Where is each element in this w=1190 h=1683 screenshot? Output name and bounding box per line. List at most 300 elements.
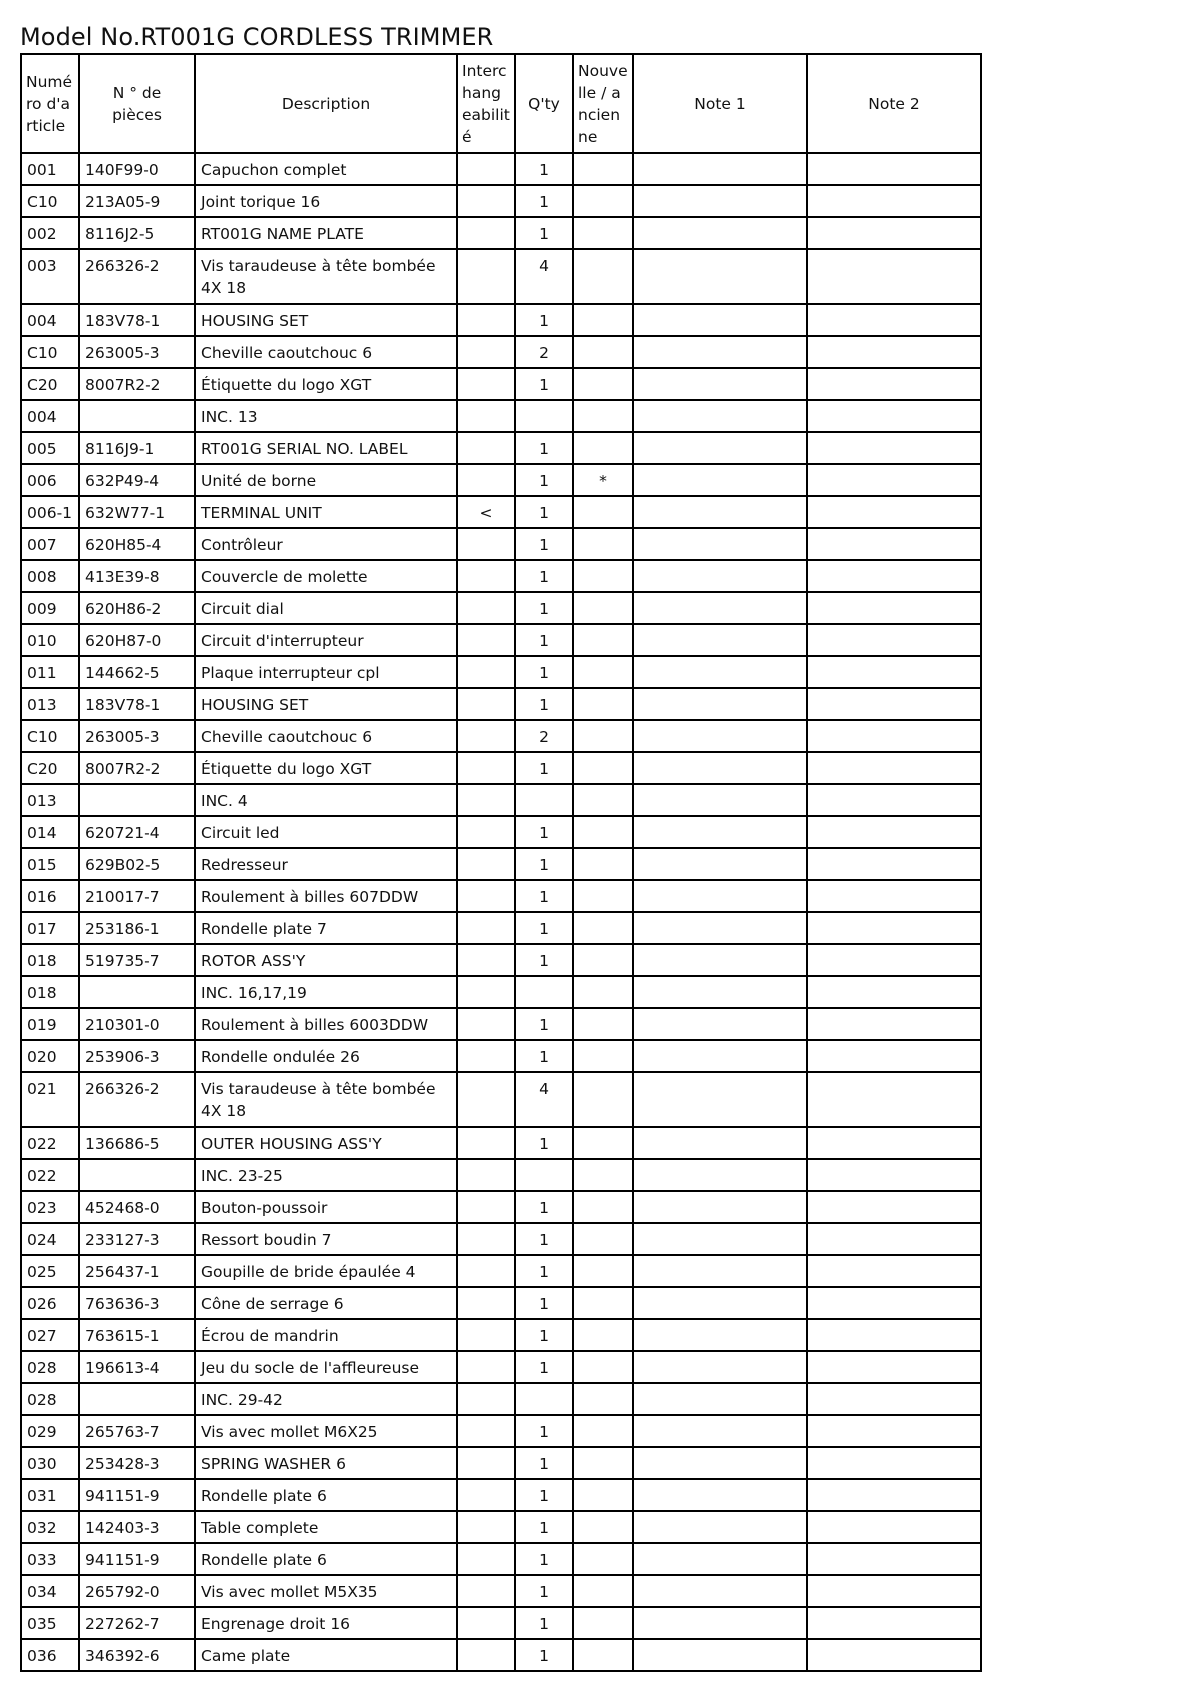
item-number-cell: 022 bbox=[21, 1159, 79, 1191]
note-1-cell bbox=[633, 976, 807, 1008]
description-cell: RT001G SERIAL NO. LABEL bbox=[195, 432, 457, 464]
new-old-cell bbox=[573, 1008, 633, 1040]
note-1-cell bbox=[633, 688, 807, 720]
table-row bbox=[21, 784, 981, 816]
note-1-cell bbox=[633, 217, 807, 249]
note-1-cell bbox=[633, 1127, 807, 1159]
part-number-cell bbox=[79, 784, 195, 816]
part-number-cell: 213A05-9 bbox=[79, 185, 195, 217]
new-old-cell bbox=[573, 368, 633, 400]
item-number-cell: 020 bbox=[21, 1040, 79, 1072]
note-1-cell bbox=[633, 1040, 807, 1072]
description-cell: Cheville caoutchouc 6 bbox=[195, 336, 457, 368]
interchangeability-cell bbox=[457, 688, 515, 720]
interchangeability-cell bbox=[457, 400, 515, 432]
item-number-cell: 035 bbox=[21, 1607, 79, 1639]
column-header-note-1: Note 1 bbox=[633, 54, 807, 153]
note-1-cell bbox=[633, 1415, 807, 1447]
new-old-cell bbox=[573, 848, 633, 880]
note-1-cell bbox=[633, 656, 807, 688]
new-old-cell bbox=[573, 624, 633, 656]
part-number-cell: 632W77-1 bbox=[79, 496, 195, 528]
note-2-cell bbox=[807, 496, 981, 528]
quantity-cell: 1 bbox=[515, 656, 573, 688]
note-2-cell bbox=[807, 528, 981, 560]
description-cell: Plaque interrupteur cpl bbox=[195, 656, 457, 688]
note-1-cell bbox=[633, 368, 807, 400]
interchangeability-cell bbox=[457, 185, 515, 217]
note-2-cell bbox=[807, 1255, 981, 1287]
part-number-cell: 620H85-4 bbox=[79, 528, 195, 560]
note-1-cell bbox=[633, 880, 807, 912]
quantity-cell: 1 bbox=[515, 1040, 573, 1072]
description-cell: Rondelle plate 7 bbox=[195, 912, 457, 944]
interchangeability-cell bbox=[457, 1351, 515, 1383]
table-row bbox=[21, 1511, 981, 1543]
description-cell: Bouton-poussoir bbox=[195, 1191, 457, 1223]
quantity-cell: 1 bbox=[515, 688, 573, 720]
description-cell: Rondelle plate 6 bbox=[195, 1543, 457, 1575]
description-cell: Goupille de bride épaulée 4 bbox=[195, 1255, 457, 1287]
note-1-cell bbox=[633, 1255, 807, 1287]
note-1-cell bbox=[633, 1159, 807, 1191]
item-number-cell: 030 bbox=[21, 1447, 79, 1479]
description-cell: RT001G NAME PLATE bbox=[195, 217, 457, 249]
description-cell: HOUSING SET bbox=[195, 304, 457, 336]
quantity-cell: 1 bbox=[515, 848, 573, 880]
new-old-cell bbox=[573, 432, 633, 464]
table-row bbox=[21, 1127, 981, 1159]
item-number-cell: 028 bbox=[21, 1383, 79, 1415]
part-number-cell: 265763-7 bbox=[79, 1415, 195, 1447]
new-old-cell bbox=[573, 592, 633, 624]
interchangeability-cell bbox=[457, 784, 515, 816]
note-1-cell bbox=[633, 153, 807, 185]
new-old-cell bbox=[573, 880, 633, 912]
table-row bbox=[21, 1543, 981, 1575]
new-old-cell bbox=[573, 153, 633, 185]
note-1-cell bbox=[633, 752, 807, 784]
interchangeability-cell bbox=[457, 1479, 515, 1511]
part-number-cell: 941151-9 bbox=[79, 1543, 195, 1575]
interchangeability-cell bbox=[457, 304, 515, 336]
note-2-cell bbox=[807, 880, 981, 912]
interchangeability-cell bbox=[457, 528, 515, 560]
column-header-item-no: Numéro d'article bbox=[21, 54, 79, 153]
quantity-cell: 4 bbox=[515, 1072, 573, 1127]
note-1-cell bbox=[633, 1479, 807, 1511]
quantity-cell bbox=[515, 1159, 573, 1191]
note-2-cell bbox=[807, 1447, 981, 1479]
note-1-cell bbox=[633, 336, 807, 368]
note-1-cell bbox=[633, 560, 807, 592]
note-1-cell bbox=[633, 1287, 807, 1319]
part-number-cell: 519735-7 bbox=[79, 944, 195, 976]
part-number-cell: 142403-3 bbox=[79, 1511, 195, 1543]
description-cell: Came plate bbox=[195, 1639, 457, 1671]
note-2-cell bbox=[807, 1415, 981, 1447]
item-number-cell: 017 bbox=[21, 912, 79, 944]
quantity-cell: 1 bbox=[515, 1607, 573, 1639]
note-2-cell bbox=[807, 185, 981, 217]
description-cell: HOUSING SET bbox=[195, 688, 457, 720]
table-row bbox=[21, 720, 981, 752]
description-cell: Vis taraudeuse à tête bombée 4X 18 bbox=[195, 249, 457, 304]
table-row bbox=[21, 464, 981, 496]
item-number-cell: 027 bbox=[21, 1319, 79, 1351]
item-number-cell: 009 bbox=[21, 592, 79, 624]
quantity-cell: 4 bbox=[515, 249, 573, 304]
item-number-cell: 013 bbox=[21, 784, 79, 816]
new-old-cell bbox=[573, 185, 633, 217]
part-number-cell: 233127-3 bbox=[79, 1223, 195, 1255]
part-number-cell: 266326-2 bbox=[79, 249, 195, 304]
quantity-cell: 1 bbox=[515, 880, 573, 912]
note-1-cell bbox=[633, 1008, 807, 1040]
part-number-cell: 263005-3 bbox=[79, 720, 195, 752]
table-row bbox=[21, 1072, 981, 1127]
note-1-cell bbox=[633, 720, 807, 752]
table-row bbox=[21, 336, 981, 368]
interchangeability-cell bbox=[457, 336, 515, 368]
new-old-cell bbox=[573, 976, 633, 1008]
quantity-cell: 2 bbox=[515, 720, 573, 752]
part-number-cell: 452468-0 bbox=[79, 1191, 195, 1223]
part-number-cell: 620721-4 bbox=[79, 816, 195, 848]
new-old-cell bbox=[573, 1447, 633, 1479]
quantity-cell: 1 bbox=[515, 1008, 573, 1040]
part-number-cell bbox=[79, 1159, 195, 1191]
interchangeability-cell bbox=[457, 1159, 515, 1191]
quantity-cell: 1 bbox=[515, 1511, 573, 1543]
quantity-cell: 1 bbox=[515, 153, 573, 185]
note-2-cell bbox=[807, 1607, 981, 1639]
description-cell: INC. 13 bbox=[195, 400, 457, 432]
item-number-cell: 033 bbox=[21, 1543, 79, 1575]
quantity-cell: 1 bbox=[515, 816, 573, 848]
description-cell: Écrou de mandrin bbox=[195, 1319, 457, 1351]
note-1-cell bbox=[633, 1543, 807, 1575]
part-number-cell: 620H87-0 bbox=[79, 624, 195, 656]
note-2-cell bbox=[807, 1159, 981, 1191]
quantity-cell: 1 bbox=[515, 432, 573, 464]
item-number-cell: 004 bbox=[21, 400, 79, 432]
table-row bbox=[21, 185, 981, 217]
description-cell: SPRING WASHER 6 bbox=[195, 1447, 457, 1479]
note-2-cell bbox=[807, 1223, 981, 1255]
item-number-cell: C10 bbox=[21, 185, 79, 217]
quantity-cell: 1 bbox=[515, 944, 573, 976]
interchangeability-cell: < bbox=[457, 496, 515, 528]
interchangeability-cell bbox=[457, 560, 515, 592]
note-2-cell bbox=[807, 688, 981, 720]
item-number-cell: 028 bbox=[21, 1351, 79, 1383]
table-row bbox=[21, 1447, 981, 1479]
table-row bbox=[21, 1479, 981, 1511]
table-row bbox=[21, 249, 981, 304]
interchangeability-cell bbox=[457, 1127, 515, 1159]
note-1-cell bbox=[633, 496, 807, 528]
new-old-cell bbox=[573, 1415, 633, 1447]
note-1-cell bbox=[633, 1223, 807, 1255]
new-old-cell bbox=[573, 944, 633, 976]
new-old-cell bbox=[573, 1319, 633, 1351]
note-1-cell bbox=[633, 592, 807, 624]
column-header-qty: Q'ty bbox=[515, 54, 573, 153]
table-row bbox=[21, 624, 981, 656]
note-1-cell bbox=[633, 1575, 807, 1607]
note-1-cell bbox=[633, 944, 807, 976]
new-old-cell bbox=[573, 816, 633, 848]
description-cell: Circuit dial bbox=[195, 592, 457, 624]
item-number-cell: 016 bbox=[21, 880, 79, 912]
description-cell: INC. 16,17,19 bbox=[195, 976, 457, 1008]
item-number-cell: 010 bbox=[21, 624, 79, 656]
new-old-cell bbox=[573, 1479, 633, 1511]
part-number-cell bbox=[79, 400, 195, 432]
part-number-cell: 144662-5 bbox=[79, 656, 195, 688]
item-number-cell: 018 bbox=[21, 976, 79, 1008]
quantity-cell: 1 bbox=[515, 496, 573, 528]
part-number-cell: 263005-3 bbox=[79, 336, 195, 368]
part-number-cell: 941151-9 bbox=[79, 1479, 195, 1511]
note-2-cell bbox=[807, 784, 981, 816]
column-header-part-no: N ° de pièces bbox=[79, 54, 195, 153]
part-number-cell: 196613-4 bbox=[79, 1351, 195, 1383]
column-header-new-old: Nouvelle / ancienne bbox=[573, 54, 633, 153]
quantity-cell: 1 bbox=[515, 528, 573, 560]
table-row bbox=[21, 752, 981, 784]
note-1-cell bbox=[633, 816, 807, 848]
note-2-cell bbox=[807, 1287, 981, 1319]
table-row bbox=[21, 496, 981, 528]
part-number-cell: 629B02-5 bbox=[79, 848, 195, 880]
note-2-cell bbox=[807, 976, 981, 1008]
quantity-cell: 1 bbox=[515, 1479, 573, 1511]
item-number-cell: 024 bbox=[21, 1223, 79, 1255]
quantity-cell: 1 bbox=[515, 560, 573, 592]
description-cell: Étiquette du logo XGT bbox=[195, 752, 457, 784]
interchangeability-cell bbox=[457, 217, 515, 249]
table-row bbox=[21, 1040, 981, 1072]
note-1-cell bbox=[633, 1607, 807, 1639]
quantity-cell bbox=[515, 784, 573, 816]
item-number-cell: 007 bbox=[21, 528, 79, 560]
note-2-cell bbox=[807, 368, 981, 400]
page-title: Model No.RT001G CORDLESS TRIMMER bbox=[20, 23, 494, 51]
table-row bbox=[21, 976, 981, 1008]
note-2-cell bbox=[807, 1040, 981, 1072]
item-number-cell: 015 bbox=[21, 848, 79, 880]
interchangeability-cell bbox=[457, 1447, 515, 1479]
interchangeability-cell bbox=[457, 720, 515, 752]
interchangeability-cell bbox=[457, 1072, 515, 1127]
item-number-cell: 034 bbox=[21, 1575, 79, 1607]
item-number-cell: 003 bbox=[21, 249, 79, 304]
interchangeability-cell bbox=[457, 1575, 515, 1607]
part-number-cell: 8116J2-5 bbox=[79, 217, 195, 249]
new-old-cell bbox=[573, 528, 633, 560]
interchangeability-cell bbox=[457, 816, 515, 848]
interchangeability-cell bbox=[457, 1223, 515, 1255]
part-number-cell: 265792-0 bbox=[79, 1575, 195, 1607]
column-header-interchangeability: Interchangeabilité bbox=[457, 54, 515, 153]
note-2-cell bbox=[807, 560, 981, 592]
quantity-cell: 1 bbox=[515, 1319, 573, 1351]
description-cell: INC. 23-25 bbox=[195, 1159, 457, 1191]
note-1-cell bbox=[633, 432, 807, 464]
table-row bbox=[21, 848, 981, 880]
table-row bbox=[21, 1255, 981, 1287]
table-row bbox=[21, 304, 981, 336]
description-cell: Unité de borne bbox=[195, 464, 457, 496]
item-number-cell: C10 bbox=[21, 720, 79, 752]
description-cell: Circuit d'interrupteur bbox=[195, 624, 457, 656]
new-old-cell bbox=[573, 304, 633, 336]
note-1-cell bbox=[633, 1191, 807, 1223]
interchangeability-cell bbox=[457, 1191, 515, 1223]
quantity-cell: 1 bbox=[515, 1543, 573, 1575]
note-2-cell bbox=[807, 1511, 981, 1543]
interchangeability-cell bbox=[457, 1639, 515, 1671]
description-cell: Cheville caoutchouc 6 bbox=[195, 720, 457, 752]
table-row bbox=[21, 432, 981, 464]
table-row bbox=[21, 656, 981, 688]
quantity-cell: 1 bbox=[515, 1575, 573, 1607]
description-cell: Étiquette du logo XGT bbox=[195, 368, 457, 400]
part-number-cell: 763615-1 bbox=[79, 1319, 195, 1351]
note-2-cell bbox=[807, 1127, 981, 1159]
description-cell: Roulement à billes 6003DDW bbox=[195, 1008, 457, 1040]
description-cell: ROTOR ASS'Y bbox=[195, 944, 457, 976]
note-2-cell bbox=[807, 1383, 981, 1415]
item-number-cell: 022 bbox=[21, 1127, 79, 1159]
note-2-cell bbox=[807, 1191, 981, 1223]
note-1-cell bbox=[633, 1511, 807, 1543]
interchangeability-cell bbox=[457, 1255, 515, 1287]
item-number-cell: 032 bbox=[21, 1511, 79, 1543]
description-cell: OUTER HOUSING ASS'Y bbox=[195, 1127, 457, 1159]
table-row bbox=[21, 153, 981, 185]
part-number-cell: 253428-3 bbox=[79, 1447, 195, 1479]
note-2-cell bbox=[807, 217, 981, 249]
new-old-cell bbox=[573, 1191, 633, 1223]
description-cell: Rondelle ondulée 26 bbox=[195, 1040, 457, 1072]
item-number-cell: C20 bbox=[21, 752, 79, 784]
table-row bbox=[21, 400, 981, 432]
table-row bbox=[21, 1575, 981, 1607]
note-2-cell bbox=[807, 1639, 981, 1671]
note-2-cell bbox=[807, 848, 981, 880]
description-cell: Table complete bbox=[195, 1511, 457, 1543]
part-number-cell: 183V78-1 bbox=[79, 688, 195, 720]
table-row bbox=[21, 1287, 981, 1319]
description-cell: Engrenage droit 16 bbox=[195, 1607, 457, 1639]
interchangeability-cell bbox=[457, 752, 515, 784]
table-row bbox=[21, 1159, 981, 1191]
new-old-cell bbox=[573, 249, 633, 304]
interchangeability-cell bbox=[457, 368, 515, 400]
new-old-cell bbox=[573, 1223, 633, 1255]
note-1-cell bbox=[633, 249, 807, 304]
column-header-description: Description bbox=[195, 54, 457, 153]
note-1-cell bbox=[633, 848, 807, 880]
new-old-cell bbox=[573, 752, 633, 784]
quantity-cell: 1 bbox=[515, 217, 573, 249]
column-header-note-2: Note 2 bbox=[807, 54, 981, 153]
note-1-cell bbox=[633, 464, 807, 496]
interchangeability-cell bbox=[457, 1040, 515, 1072]
note-2-cell bbox=[807, 153, 981, 185]
table-row bbox=[21, 1415, 981, 1447]
interchangeability-cell bbox=[457, 592, 515, 624]
interchangeability-cell bbox=[457, 912, 515, 944]
new-old-cell bbox=[573, 912, 633, 944]
item-number-cell: 002 bbox=[21, 217, 79, 249]
new-old-cell bbox=[573, 1607, 633, 1639]
description-cell: Cône de serrage 6 bbox=[195, 1287, 457, 1319]
interchangeability-cell bbox=[457, 1383, 515, 1415]
interchangeability-cell bbox=[457, 1543, 515, 1575]
part-number-cell: 256437-1 bbox=[79, 1255, 195, 1287]
interchangeability-cell bbox=[457, 1607, 515, 1639]
item-number-cell: 001 bbox=[21, 153, 79, 185]
quantity-cell: 1 bbox=[515, 1447, 573, 1479]
part-number-cell: 227262-7 bbox=[79, 1607, 195, 1639]
quantity-cell: 1 bbox=[515, 912, 573, 944]
quantity-cell: 1 bbox=[515, 1287, 573, 1319]
new-old-cell bbox=[573, 656, 633, 688]
note-2-cell bbox=[807, 624, 981, 656]
item-number-cell: 005 bbox=[21, 432, 79, 464]
item-number-cell: 014 bbox=[21, 816, 79, 848]
interchangeability-cell bbox=[457, 1287, 515, 1319]
part-number-cell: 136686-5 bbox=[79, 1127, 195, 1159]
interchangeability-cell bbox=[457, 656, 515, 688]
item-number-cell: 021 bbox=[21, 1072, 79, 1127]
part-number-cell: 632P49-4 bbox=[79, 464, 195, 496]
note-2-cell bbox=[807, 1072, 981, 1127]
quantity-cell: 1 bbox=[515, 368, 573, 400]
item-number-cell: 036 bbox=[21, 1639, 79, 1671]
new-old-cell bbox=[573, 1159, 633, 1191]
part-number-cell: 346392-6 bbox=[79, 1639, 195, 1671]
description-cell: INC. 4 bbox=[195, 784, 457, 816]
note-2-cell bbox=[807, 304, 981, 336]
table-row bbox=[21, 1223, 981, 1255]
note-1-cell bbox=[633, 1072, 807, 1127]
note-2-cell bbox=[807, 752, 981, 784]
table-row bbox=[21, 560, 981, 592]
table-row bbox=[21, 1319, 981, 1351]
interchangeability-cell bbox=[457, 624, 515, 656]
item-number-cell: 026 bbox=[21, 1287, 79, 1319]
quantity-cell: 1 bbox=[515, 304, 573, 336]
note-2-cell bbox=[807, 656, 981, 688]
note-1-cell bbox=[633, 185, 807, 217]
part-number-cell: 8007R2-2 bbox=[79, 368, 195, 400]
description-cell: INC. 29-42 bbox=[195, 1383, 457, 1415]
interchangeability-cell bbox=[457, 848, 515, 880]
interchangeability-cell bbox=[457, 1319, 515, 1351]
new-old-cell bbox=[573, 1287, 633, 1319]
new-old-cell bbox=[573, 1255, 633, 1287]
note-2-cell bbox=[807, 1351, 981, 1383]
quantity-cell bbox=[515, 1383, 573, 1415]
note-2-cell bbox=[807, 944, 981, 976]
part-number-cell: 183V78-1 bbox=[79, 304, 195, 336]
new-old-cell bbox=[573, 1127, 633, 1159]
